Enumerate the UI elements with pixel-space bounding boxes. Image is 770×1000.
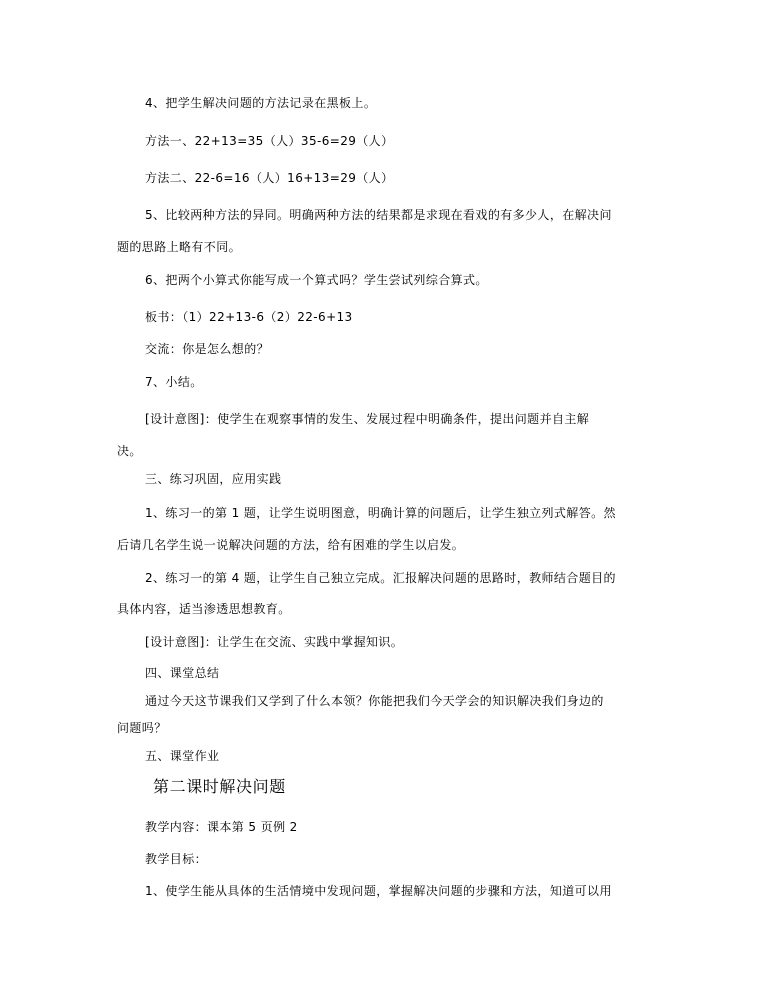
paragraph-line: 决。 [117,444,142,458]
section-heading: 四、课堂总结 [145,666,220,680]
section-heading: 五、课堂作业 [145,749,220,763]
paragraph-line: 具体内容，适当渗透思想教育。 [117,602,291,616]
lesson-title: 第二课时解决问题 [153,777,286,796]
paragraph-line: 2、练习一的第 4 题，让学生自己独立完成。汇报解决问题的思路时，教师结合题目的 [145,571,616,585]
paragraph-line: 方法二、22-6=16（人）16+13=29（人） [145,171,394,185]
paragraph-line: 问题吗？ [117,721,167,735]
section-heading: 三、练习巩固，应用实践 [145,472,282,486]
paragraph-line: 4、把学生解决问题的方法记录在黑板上。 [145,96,377,110]
paragraph-line: 5、比较两种方法的异同。明确两种方法的结果都是求现在看戏的有多少人，在解决问 [145,208,612,222]
paragraph-line: 板书：（1）22+13-6（2）22-6+13 [145,310,353,324]
paragraph-line: 教学内容：课本第 5 页例 2 [145,820,298,834]
paragraph-line: 1、使学生能从具体的生活情境中发现问题，掌握解决问题的步骤和方法，知道可以用 [145,884,612,898]
paragraph-line: 7、小结。 [145,375,203,389]
paragraph-line: 后请几名学生说一说解决问题的方法，给有困难的学生以启发。 [117,538,465,552]
paragraph-line: 方法一、22+13=35（人）35-6=29（人） [145,134,394,148]
paragraph-line: 交流：你是怎么想的？ [145,342,270,356]
paragraph-line: [设计意图]：让学生在交流、实践中掌握知识。 [145,635,404,649]
paragraph-line: 1、练习一的第 1 题，让学生说明图意，明确计算的问题后，让学生独立列式解答。然 [145,506,616,520]
paragraph-line: 题的思路上略有不同。 [117,240,242,254]
paragraph-line: [设计意图]：使学生在观察事情的发生、发展过程中明确条件，提出问题并自主解 [145,412,590,426]
paragraph-line: 通过今天这节课我们又学到了什么本领？你能把我们今天学会的知识解决我们身边的 [145,694,604,708]
paragraph-line: 6、把两个小算式你能写成一个算式吗？学生尝试列综合算式。 [145,273,488,287]
paragraph-line: 教学目标： [145,852,208,866]
